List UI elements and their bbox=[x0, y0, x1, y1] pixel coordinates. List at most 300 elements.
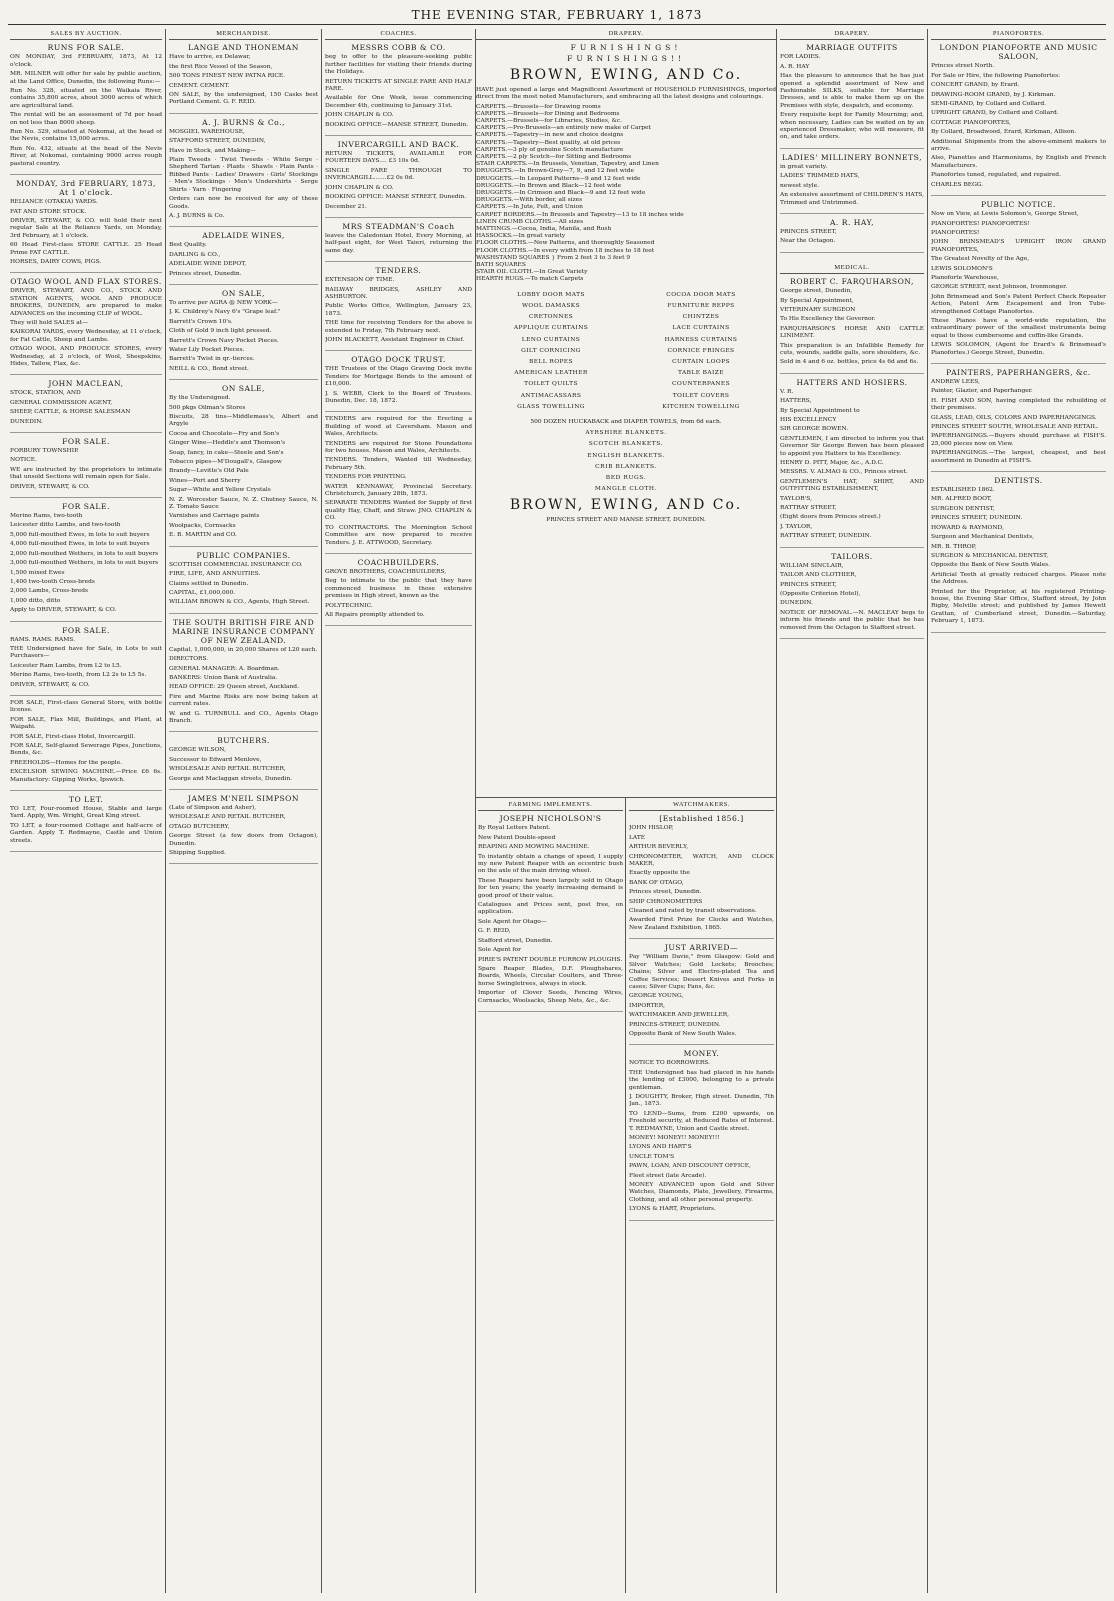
advert-heading: LONDON PIANOFORTE AND MUSIC SALOON, bbox=[939, 43, 1098, 62]
advert-text: FARQUHARSON'S HORSE AND CATTLE LINIMENT. bbox=[780, 325, 924, 340]
advertisement bbox=[169, 43, 318, 113]
advert-text: WILLIAM BROWN & CO., Agents, High Street. bbox=[169, 599, 310, 606]
advert-text: ON SALE, by the undersigned, 150 Casks best Portland Cement. G. F. REID. bbox=[169, 92, 318, 106]
advert-text: G. F. REID, bbox=[478, 928, 511, 935]
advert-text: PRINCES STREET, bbox=[780, 228, 837, 235]
advert-text: Sole Agent for bbox=[478, 947, 521, 954]
advert-text: 3,000 full-mouthed Wethers, in lots to suit buyers bbox=[10, 560, 159, 567]
advert-text: W. and G. TURNBULL and CO., Agents Otago Branch. bbox=[169, 710, 318, 724]
advert-text: LYONS & HART, Proprietors. bbox=[629, 1206, 716, 1213]
advert-text: BOOKING OFFICE: MANSE STREET, Dunedin. bbox=[325, 194, 467, 201]
advert-text: GEORGE YOUNG, bbox=[629, 993, 684, 1000]
advert-heading: JAMES M'NEIL SIMPSON bbox=[187, 794, 300, 803]
advert-text: 2,000 Lambs, Cross-breds bbox=[10, 588, 89, 595]
advert-text: FAT AND STORE STOCK. bbox=[10, 208, 87, 215]
advert-text: PRINCES STREET SOUTH, WHOLESALE AND RETAIL. bbox=[931, 424, 1099, 431]
advert-text: Claims settled in Dunedin. bbox=[169, 580, 249, 587]
advert-text: 5,000 full-mouthed Ewes, in lots to suit buyers bbox=[10, 531, 150, 538]
advert-text: FOR SALE, Self-glazed Sewerage Pipes, Junctions, Bends, &c. bbox=[10, 743, 162, 757]
furnishing-item: LENO CURTAINS bbox=[521, 336, 581, 343]
advert-text: J. TAYLOR, bbox=[780, 523, 813, 530]
advert-text: H. FISH AND SON, having completed the rebuilding of their premises. bbox=[931, 397, 1106, 412]
advert-text: SEMI-GRAND, by Collard and Collard. bbox=[931, 101, 1046, 108]
advert-text: GENERAL MANAGER: A. Boardman. bbox=[169, 665, 280, 672]
advert-text: Water Lily Pocket Pieces. bbox=[169, 346, 245, 353]
advert-text: SHIP CHRONOMETERS bbox=[629, 898, 703, 905]
masthead: THE EVENING STAR, FEBRUARY 1, 1873 bbox=[411, 8, 703, 22]
advertisement bbox=[325, 355, 472, 412]
carpet-list bbox=[476, 104, 776, 284]
carpet-line: MATTINGS.—Cocoa, India, Manila, and Rush bbox=[476, 226, 612, 233]
advert-text: Princes street, Dunedin. bbox=[169, 270, 242, 277]
advert-text: GEORGE STREET, next Johnson, Ironmonger. bbox=[931, 284, 1068, 291]
advert-text: An extensive assortment of CHILDREN'S HATS, Trimmed and Untrimmed. bbox=[780, 192, 924, 206]
carpet-line: CARPETS.—Brussels—for Dining and Bedrooms bbox=[476, 110, 620, 117]
advert-text: THE time for receiving Tenders for the above is extended to Friday, 7th February next. bbox=[325, 320, 472, 334]
advert-text: HEAD OFFICE: 29 Queen street, Auckland. bbox=[169, 684, 299, 691]
advert-text: GENERAL COMMISSION AGENT, bbox=[10, 399, 113, 406]
advert-text: Stafford street, Dunedin. bbox=[478, 937, 553, 944]
advert-text: 1,000 ditto, ditto bbox=[10, 597, 61, 604]
advert-text: MESSRS. V. ALMAO & CO., Princes street. bbox=[780, 469, 908, 476]
carpet-line: HASSOCKS.—In great variety bbox=[476, 233, 566, 240]
advert-heading: PAINTERS, PAPERHANGERS, &c. bbox=[946, 368, 1091, 377]
advert-heading: MARRIAGE OUTFITS bbox=[806, 43, 898, 53]
carpet-line: DRUGGETS.—With border, all sizes bbox=[476, 197, 583, 204]
advert-text: PAWN, LOAN, AND DISCOUNT OFFICE, bbox=[629, 1163, 751, 1170]
advert-text: Importer of Clover Seeds, Fencing Wires, Cornsacks, Woolsacks, Sheep Nets, &c., &c. bbox=[478, 990, 623, 1004]
advert-text: SINGLE FARE THROUGH TO INVERCARGILL.......£2 0s 0d. bbox=[325, 167, 472, 182]
carpet-line: FLOOR CLOTHS.—In every width from 18 inches to 18 feet bbox=[476, 247, 655, 254]
advert-heading: THE SOUTH BRITISH FIRE AND MARINE INSURANCE COMPANY OF NEW ZEALAND. bbox=[172, 617, 315, 645]
advert-text: NOTICE TO BORROWERS. bbox=[629, 1060, 711, 1067]
advert-text: PRINCES STREET, bbox=[780, 581, 837, 588]
advertisement bbox=[169, 551, 318, 614]
advert-text: CAPITAL, £1,000,000. bbox=[169, 589, 236, 596]
section-header: FARMING IMPLEMENTS. bbox=[478, 800, 623, 811]
advert-text: CHARLES BEGG. bbox=[931, 181, 984, 188]
advert-text: WE are instructed by the proprietors to intimate that unsold Sections will remain open for Sale. bbox=[10, 466, 162, 481]
advert-text: Run No. 432, situate at the head of the Nevis River, at Nokomai, containing 9000 acres rough pastoral country. bbox=[10, 145, 162, 167]
advert-heading: TENDERS. bbox=[375, 266, 422, 276]
carpet-line: CARPETS.—Brussels—for Libraries, Studies, &c. bbox=[476, 118, 623, 125]
advert-text: By Collard, Broadwood, Erard, Kirkman, Allison. bbox=[931, 129, 1077, 136]
advert-text: J. S. WEBB, Clerk to the Board of Trustees. Dunedin, Dec. 18, 1872. bbox=[325, 390, 472, 404]
advert-heading: DENTISTS. bbox=[994, 476, 1043, 486]
advert-heading: FOR SALE. bbox=[62, 502, 110, 512]
advert-text: RAILWAY BRIDGES, ASHLEY AND ASHBURTON. bbox=[325, 286, 472, 300]
advert-text: (Eight doors from Princes street.) bbox=[780, 514, 881, 521]
carpet-line: CARPETS.—Brussels—for Drawing rooms bbox=[476, 103, 601, 110]
furnishing-item: ANTIMACASSARS bbox=[520, 392, 582, 399]
advert-text: Soap, fancy, in cake—Steele and Son's bbox=[169, 449, 284, 456]
advert-text: Ginger Wine—Heddle's and Thomson's bbox=[169, 440, 286, 447]
advert-heading: A. R. HAY, bbox=[829, 217, 875, 227]
advert-text: DRIVER, STEWART, & CO. bbox=[10, 483, 90, 490]
advert-text: Have in Stock, and Making— bbox=[169, 147, 256, 154]
advert-text: PRINCES STREET, DUNEDIN. bbox=[931, 515, 1023, 522]
column-rule bbox=[165, 29, 166, 1593]
advert-heading: LANGE AND THONEMAN bbox=[188, 43, 299, 53]
advert-text: Exactly opposite the bbox=[629, 870, 690, 877]
advert-text: Sole Agent for Otago— bbox=[478, 918, 547, 925]
advert-text: MR. MILNER will offer for sale by public auction, at the Land Office, Dunedin, the following Runs:— bbox=[10, 71, 162, 85]
advertisement bbox=[931, 43, 1106, 196]
advert-text: 500 pkgs Oilman's Stores bbox=[169, 404, 246, 411]
advert-text: HENRY D. PITT, Major, &c., A.D.C. bbox=[780, 460, 884, 467]
advert-text: Leicester Ram Lambs, from L2 to L5. bbox=[10, 662, 122, 669]
advert-text: 1,400 two-tooth Cross-breds bbox=[10, 578, 95, 585]
carpet-line: DRUGGETS.—In Leopard Patterns—9 and 12 feet wide bbox=[476, 175, 641, 182]
advert-text: The rental will be an assessment of 7d per head on not less than 8000 sheep. bbox=[10, 112, 162, 126]
advert-text: CONCERT GRAND, by Erard. bbox=[931, 82, 1020, 89]
advert-text: CEMENT. CEMENT. bbox=[169, 82, 230, 89]
advert-text: 1,500 mixed Ewes bbox=[10, 569, 65, 576]
furnishing-item: KITCHEN TOWELLING bbox=[662, 403, 740, 410]
advert-text: Fire and Marine Risks are now being taken at current rates. bbox=[169, 693, 318, 708]
advert-text: The Greatest Novelty of the Age, bbox=[931, 256, 1030, 263]
advertisement bbox=[10, 437, 162, 498]
drapery-advert bbox=[476, 29, 776, 797]
advert-text: TO LEND—Sums, from £200 upwards, on Freehold security, at Reduced Rates of Interest. T. REDMAYNE, Union and Castle street. bbox=[629, 1110, 774, 1132]
advert-text: N. Z. Worcester Sauce, N. Z. Chutney Sauce, N. Z. Tomato Sauce bbox=[169, 496, 318, 511]
advertisement bbox=[780, 277, 924, 374]
advert-text: LEWIS SOLOMON'S bbox=[931, 265, 993, 272]
advert-text: TAYLOR'S, bbox=[780, 495, 813, 502]
advert-text: RETURN TICKETS AT SINGLE FARE AND HALF FARE. bbox=[325, 78, 472, 93]
advert-text: Pay "William Davie," from Glasgow: Gold and Silver Watches; Gold Lockets; Brooches; Chains; Silver and Electro-plated Tea and Coffee Services; Dessert Knives and Forks in cases; Silver Cups; Fans, &c. bbox=[629, 954, 774, 990]
advert-text: Has the pleasure to announce that he has just opened a splendid assortment of New and Fashionable SILKS, suitable for Marriage Dresses, and is able to make them up on the Premises with style, despatch, and economy. bbox=[780, 73, 924, 109]
column-farming bbox=[478, 800, 623, 1593]
advertisement bbox=[780, 378, 924, 548]
firm-name: BROWN, EWING, AND Co. bbox=[509, 67, 743, 84]
carpet-line: CARPETS.—3 ply of genuine Scotch manufacture bbox=[476, 146, 624, 153]
advertisement bbox=[169, 618, 318, 733]
column-drapery-hay bbox=[780, 29, 924, 1593]
advert-text: OTAGO WOOL AND PRODUCE STORES, every Wednesday, at 2 o'clock, of Wool, Sheepskins, Hides, Tallow, Flax, &c. bbox=[10, 346, 162, 367]
furnishing-item: CORNICE FRINGES bbox=[667, 347, 735, 354]
advert-text: Sugar—White and Yellow Crystals bbox=[169, 487, 271, 494]
advert-heading: TO LET. bbox=[68, 795, 104, 805]
advert-text: TAILOR AND CLOTHIER, bbox=[780, 572, 857, 579]
advert-text: FORBURY TOWNSHIP. bbox=[10, 448, 79, 455]
advert-text: NEILL & CO., Bond street. bbox=[169, 365, 249, 372]
advert-heading: OTAGO WOOL AND FLAX STORES. bbox=[10, 277, 162, 287]
furnishing-item: CRETONNES bbox=[528, 314, 574, 321]
carpet-line: STAIR CARPETS.—In Brussels, Venetian, Tapestry, and Linen bbox=[476, 161, 659, 168]
advert-text: KAIKORAI YARDS, every Wednesday, at 11 o'clock, for Fat Cattle, Sheep and Lambs. bbox=[10, 329, 162, 343]
advertisement bbox=[931, 200, 1106, 364]
carpet-line: LINEN CRUMB CLOTHS.—All sizes bbox=[476, 218, 584, 225]
advert-text: DUNEDIN. bbox=[780, 600, 813, 607]
advert-text: BOOKING OFFICE—MANSE STREET, Dunedin. bbox=[325, 121, 469, 128]
advertisement bbox=[629, 814, 774, 939]
advert-text: Cleaned and rated by transit observations. bbox=[629, 908, 757, 915]
advert-text: DRIVER, STEWART, & CO. will hold their next regular Sale at the Reliance Yards, on Monday, 3rd February, at 1 o'clock. bbox=[10, 217, 162, 239]
advert-title: FURNISHINGS! bbox=[570, 43, 682, 53]
advert-text: Public Works Office, Wellington, January 23, 1873. bbox=[325, 303, 472, 317]
advert-heading: FOR SALE. bbox=[62, 625, 110, 635]
advert-text: 60 Head First-class STORE CATTLE. 25 Head Prime FAT CATTLE. bbox=[10, 242, 162, 256]
advert-text: WATER KENNAWAY, Provincial Secretary. Christchurch, January 28th, 1873. bbox=[325, 483, 472, 498]
masthead-rule bbox=[8, 24, 1106, 25]
advert-text: LYONS AND HART'S bbox=[629, 1144, 692, 1151]
advert-heading: PUBLIC COMPANIES. bbox=[196, 550, 291, 560]
advert-text: Biscuits, 28 tins—Middlemass's, Albert and Argyle bbox=[169, 414, 318, 428]
advert-text: IMPORTER, bbox=[629, 1002, 666, 1009]
advert-text: HIS EXCELLENCY bbox=[780, 417, 837, 423]
carpet-line: CARPETS.—2 ply Scotch—for Sitting and Bedrooms bbox=[476, 154, 632, 161]
advert-text: RELIANCE (OTAKIA) YARDS. bbox=[10, 199, 98, 206]
advert-text: Orders can now be received for any of these Goods. bbox=[169, 196, 318, 210]
advert-text: Painter, Glazier, and Paperhanger. bbox=[931, 388, 1033, 395]
furnishing-item: TOILET COVERS bbox=[672, 392, 730, 399]
advertisement bbox=[325, 140, 472, 218]
advert-heading: BUTCHERS. bbox=[217, 736, 270, 746]
furnishing-item: APPLIQUE CURTAINS bbox=[513, 325, 589, 332]
advert-text: By Special Appointment to bbox=[780, 407, 860, 414]
blanket-line: ENGLISH BLANKETS. bbox=[587, 452, 665, 459]
advert-text: These Reapers have been largely sold in Otago for ten years; the yearly increasing demand is good proof of their value. bbox=[478, 877, 623, 899]
advert-text: ADELAIDE WINE DEPOT, bbox=[169, 261, 247, 268]
carpet-line: CARPET BORDERS.—In Brussels and Tapestry—13 to 18 inches wide bbox=[476, 211, 684, 218]
furnishing-item: GILT CORNICING bbox=[521, 347, 581, 354]
advert-text: THE Undersigned have for Sale, in Lots to suit Purchasers— bbox=[10, 645, 162, 660]
advert-text: LATE bbox=[629, 834, 646, 841]
advert-text: Surgeon and Mechanical Dentists, bbox=[931, 534, 1034, 541]
advert-text: NOTICE. bbox=[10, 457, 37, 464]
advert-text: Awarded First Prize for Clocks and Watches, New Zealand Exhibition, 1865. bbox=[629, 917, 774, 931]
advert-text: 4,000 full-mouthed Ewes, in lots to suit buyers bbox=[10, 541, 150, 548]
furnishings-grid bbox=[476, 290, 776, 413]
advert-text: NOTICE OF REMOVAL.—N. MACLEAY begs to inform his friends and the public that he has removed from the Octagon to Stafford street. bbox=[780, 609, 924, 631]
furnishing-item: GLASS TOWELLING bbox=[517, 403, 585, 410]
advert-text: Sold in 4 and 6 oz. bottles, price 4s 6d and 6s. bbox=[780, 359, 919, 366]
blanket-line: CRIB BLANKETS. bbox=[595, 463, 657, 470]
advert-text: Have to arrive, ex Delawar, bbox=[169, 54, 251, 61]
carpet-line: CARPETS.—Tapestry—Best quality, at old prices bbox=[476, 139, 621, 146]
advert-text: 500 TONS FINEST NEW PATNA RICE. bbox=[169, 73, 286, 80]
advert-text: Fleet street (late Arcade). bbox=[629, 1172, 707, 1179]
advert-text: These Pianos have a world-wide reputation, the extraordinary power of the smallest instruments being equal to those cumbersome and coffin-like Grands. bbox=[931, 317, 1106, 339]
advert-text: Artificial Teeth at greatly reduced charges. Please note the Address. bbox=[931, 571, 1106, 586]
advert-text: Woolpacks, Cornsacks bbox=[169, 522, 236, 529]
advert-text: beg to offer to the pleasure-seeking public further facilities for visiting their friends during the Holidays. bbox=[325, 54, 472, 76]
advert-text: This preparation is an Infallible Remedy for cuts, wounds, saddle galls, sore shoulders, &c. bbox=[780, 342, 924, 356]
column-merchandise bbox=[169, 29, 318, 1593]
column-watchmakers bbox=[629, 800, 774, 1593]
advert-text: TO LET, a four-roomed Cottage and half-acre of Garden. Apply T. Redmayne, Castle and Union streets. bbox=[10, 822, 162, 844]
advert-text: JOHN CHAPLIN & CO. bbox=[325, 184, 394, 191]
advert-text: SURGEON & MECHANICAL DENTIST, bbox=[931, 552, 1049, 559]
advert-heading: JOSEPH NICHOLSON'S bbox=[499, 814, 602, 824]
advert-heading: JUST ARRIVED— bbox=[664, 943, 739, 953]
advert-text: RATTRAY STREET, DUNEDIN. bbox=[780, 533, 872, 540]
advertisement bbox=[169, 736, 318, 790]
advert-text: Princes street North. bbox=[931, 63, 995, 70]
section-header: WATCHMAKERS. bbox=[629, 800, 774, 811]
advert-text: GENTLEMEN, I am directed to inform you that Governor Sir George Bowen has been pleased to appoint you Hatters to his Excellency. bbox=[780, 435, 924, 457]
advertisement bbox=[325, 558, 472, 626]
column-auction bbox=[10, 29, 162, 1593]
advert-text: RETURN TICKETS, AVAILABLE FOR FOURTEEN DAYS.... £3 10s 0d. bbox=[325, 151, 472, 165]
advert-text: Best Quality. bbox=[169, 242, 207, 249]
advert-text: JOHN HISLOP, bbox=[629, 825, 674, 832]
column-rule bbox=[321, 29, 322, 1593]
advertisement bbox=[325, 266, 472, 351]
advert-text: CHRONOMETER, WATCH, AND CLOCK MAKER, bbox=[629, 853, 774, 868]
blanket-line: AYRSHIRE BLANKETS. bbox=[585, 430, 667, 437]
advert-text: Opposite the Bank of New South Wales. bbox=[931, 562, 1051, 569]
advert-text: ANDREW LEES, bbox=[931, 379, 981, 385]
advert-text: Tobacco pipes—M'Dougall's, Glasgow bbox=[169, 459, 282, 466]
column-rule bbox=[776, 29, 777, 1593]
advert-text: FOR LADIES. bbox=[780, 54, 821, 61]
section-header: PIANOFORTES. bbox=[931, 29, 1106, 40]
advert-text: By Special Appointment, bbox=[780, 297, 854, 304]
advert-text: Varnishes and Carriage paints bbox=[169, 513, 260, 520]
advert-text: UPRIGHT GRAND, by Collard and Collard. bbox=[931, 110, 1059, 117]
advert-text: MR. ALFRED BOOT, bbox=[931, 496, 992, 503]
advert-text: George street, Dunedin, bbox=[780, 288, 853, 295]
advert-text: PIANOFORTES! PIANOFORTES! bbox=[931, 220, 1030, 227]
advert-text: DIRECTORS. bbox=[169, 656, 209, 663]
advert-text: RATTRAY STREET, bbox=[780, 505, 837, 512]
advert-text: EXTENSION OF TIME. bbox=[325, 277, 395, 284]
advert-heading: TAILORS. bbox=[831, 551, 873, 561]
carpet-line: HEARTH RUGS.—To match Carpets bbox=[476, 276, 584, 283]
advert-text: FOR SALE, Flax Mill, Buildings, and Plant, at Waipahi. bbox=[10, 716, 162, 731]
advert-text: GENTLEMEN'S HAT, SHIRT, AND OUTFITTING ESTABLISHMENT, bbox=[780, 478, 924, 493]
advert-text: FREEHOLDS—Homes for the people. bbox=[10, 759, 123, 766]
advert-text: Princes street, Dunedin. bbox=[629, 889, 702, 896]
advert-text: Beg to intimate to the public that they have commenced business in those extensive premises in High street, known as the bbox=[325, 578, 472, 600]
advert-text: FOR SALE, First-class General Store, with bottle license. bbox=[10, 699, 162, 714]
advert-intro: HAVE just opened a large and Magnificent Assortment of HOUSEHOLD FURNISHINGS, imported direct from the most noted Manufacturers, and embracing all the latest designs and colourings. bbox=[476, 87, 776, 101]
carpet-line: CARPETS.—Pro-Brussels—an entirely new make of Carpet bbox=[476, 125, 651, 132]
advert-heading: ON SALE, bbox=[222, 288, 265, 298]
advertisement bbox=[325, 222, 472, 262]
advertisement bbox=[931, 476, 1106, 633]
advert-text: LEWIS SOLOMON, (Agent for Erard's & Brinsmead's Pianofortes.) George Street, Dunedin. bbox=[931, 342, 1106, 356]
advert-text: To arrive per AGRA @ NEW YORK— bbox=[169, 299, 278, 306]
advert-text: Every requisite kept for Family Mourning; and, when necessary, Ladies can be waited on by an experienced Dressmaker, who will measure, fit on, and take orders. bbox=[780, 112, 924, 141]
advert-text: A. J. BURNS & Co. bbox=[169, 212, 225, 219]
firm-name-footer: BROWN, EWING, AND Co. bbox=[509, 497, 743, 514]
advert-text: New Patent Double-speed bbox=[478, 834, 556, 841]
advert-text: Plain Tweeds · Twist Tweeds · White Serge · Shepherd Tartan · Plaids · Shawls · Plain Pants · Ribbed Pants · Ladies' Drawers · Girls' Stockings · Men's Stockings · Men's Undershirts · Serge Shirts · Yarn · Fingering bbox=[169, 157, 318, 193]
advert-text: PRINCES-STREET, DUNEDIN. bbox=[629, 1021, 721, 1028]
advert-text: SEPARATE TENDERS Wanted for Supply of first quality Hay, Chaff, and Straw. JNO. CHAPLIN & CO. bbox=[325, 500, 472, 522]
advert-text: All Repairs promptly attended to. bbox=[325, 611, 425, 618]
advert-text: DRAWING-ROOM GRAND, by J. Kirkman. bbox=[931, 91, 1056, 98]
advert-text: Spare Reaper Blades, D.F. Ploughshares, Boards, Wheels, Circular Coulters, and Three-horse Swingletrees, always in stock. bbox=[478, 965, 623, 987]
advert-heading: OTAGO DOCK TRUST. bbox=[351, 355, 446, 365]
advert-text: HOWARD & RAYMOND, bbox=[931, 524, 1004, 531]
furnishing-item: COCOA DOOR MATS bbox=[666, 291, 736, 298]
advert-text: Capital, 1,000,000, in 20,000 Shares of L20 each. bbox=[169, 646, 318, 653]
advert-text: REAPING AND MOWING MACHINE. bbox=[478, 844, 590, 851]
advert-text: TO CONTRACTORS. The Mornington School Committee are now prepared to receive Tenders. J. E. ATTWOOD, Secretary. bbox=[325, 524, 472, 546]
advert-text: ESTABLISHED 1862. bbox=[931, 487, 995, 494]
advert-text: Pianoforte Warehouse, bbox=[931, 274, 999, 281]
advert-text: OTAGO BUTCHERY, bbox=[169, 823, 230, 830]
advert-text: Near the Octagon. bbox=[780, 238, 836, 245]
advert-text: Opposite Bank of New South Wales. bbox=[629, 1030, 737, 1037]
furnishing-item: HARNESS CURTAINS bbox=[664, 336, 738, 343]
advert-text: BANKERS: Union Bank of Australia. bbox=[169, 674, 278, 681]
advert-text: TO LET, Four-roomed House, Stable and large Yard. Apply, Wm. Wright, Great King street. bbox=[10, 806, 162, 820]
advert-text: MONEY ADVANCED upon Gold and Silver Watches, Diamonds, Plate, Jewellery, Firearms, Clothing, and all other personal property. bbox=[629, 1182, 774, 1203]
advert-text: JOHN CHAPLIN & CO. bbox=[325, 112, 394, 119]
advert-text: Shipping Supplied. bbox=[169, 850, 226, 857]
advert-text: Catalogues and Prices sent, post free, on application. bbox=[478, 902, 623, 916]
section-header: DRAPERY. bbox=[780, 29, 924, 40]
carpet-line: FLOOR CLOTHS.—New Patterns, and thoroughly Seasoned bbox=[476, 240, 655, 247]
advert-text: J. K. Childrey's Navy 6's "Grape leaf." bbox=[169, 309, 281, 316]
advert-text: To His Excellency the Governor. bbox=[780, 316, 876, 323]
advert-text: TENDERS are required for Stone Foundations for two houses. Mason and Wales, Architects. bbox=[325, 440, 472, 455]
advertisement bbox=[169, 231, 318, 285]
advertisement bbox=[10, 626, 162, 696]
advert-text: Cocoa and Chocolate—Fry and Son's bbox=[169, 430, 280, 437]
advert-text: ON MONDAY, 3rd FEBRUARY, 1873, At 12 o'clock. bbox=[10, 54, 162, 68]
advert-text: E. B. MARTIN and CO. bbox=[169, 532, 237, 539]
advert-text: DUNEDIN. bbox=[10, 418, 43, 425]
advert-text: SURGEON DENTIST, bbox=[931, 505, 995, 512]
advert-text: Run No. 328, situated on the Waikaia River, contains 35,800 acres, about 3000 acres of which are agricultural land. bbox=[10, 88, 162, 109]
advert-subtitle: FURNISHINGS!! bbox=[567, 54, 685, 64]
advert-heading: A. J. BURNS & Co., bbox=[202, 117, 285, 127]
advert-text: DARLING & CO., bbox=[169, 251, 221, 258]
advertisement bbox=[780, 153, 924, 214]
advert-text: WHOLESALE AND RETAIL BUTCHER, bbox=[169, 814, 286, 821]
advert-text: Apply to DRIVER, STEWART, & CO. bbox=[10, 607, 117, 614]
advert-text: Run No. 329, situated at Nokomai, at the head of the Nevis, contains 15,000 acres. bbox=[10, 129, 162, 143]
carpet-line: CARPETS.—Tapestry—in new and choice designs bbox=[476, 132, 624, 139]
advert-heading: LADIES' MILLINERY BONNETS, bbox=[781, 152, 922, 162]
advert-heading: MONDAY, 3rd FEBRUARY, 1873, At 1 o'clock. bbox=[16, 179, 156, 198]
advertisement bbox=[10, 379, 162, 433]
carpet-line: WASHSTAND SQUARES } From 2 feet 3 to 3 feet 9 bbox=[476, 254, 631, 261]
firm-address: PRINCES STREET AND MANSE STREET, DUNEDIN. bbox=[546, 517, 706, 524]
carpet-line: BATH SQUARES bbox=[476, 262, 526, 269]
advert-text: SHEEP, CATTLE, & HORSE SALESMAN bbox=[10, 409, 131, 416]
advertisement bbox=[10, 179, 162, 273]
advert-text: TENDERS. Tenders, Wanted till Wednesday, February 5th. bbox=[325, 457, 472, 471]
advert-text: DRIVER, STEWART, & CO. bbox=[10, 681, 90, 688]
advert-text: LADIES' TRIMMED HATS, bbox=[780, 173, 860, 180]
advert-text: the first Rice Vessel of the Season, bbox=[169, 63, 273, 70]
advert-text: JOHN BLACKETT, Assistant Engineer in Chief. bbox=[325, 336, 465, 343]
furnishing-item: TABLE BAIZE bbox=[678, 370, 724, 377]
carpet-line: STAIR OIL CLOTH.—In Great Variety bbox=[476, 269, 588, 276]
advert-text: V. R. bbox=[780, 388, 794, 395]
advert-text: WILLIAM SINCLAIR, bbox=[780, 562, 844, 569]
furnishing-item: TOILET QUILTS bbox=[524, 381, 578, 388]
column-rule bbox=[625, 797, 626, 1593]
advert-text: UNCLE TOM'S bbox=[629, 1153, 675, 1160]
advert-text: STOCK, STATION, AND bbox=[10, 390, 81, 397]
advertisement bbox=[10, 277, 162, 375]
advert-text: FOR SALE, First-class Hotel, Invercargill. bbox=[10, 733, 136, 740]
section-header: MERCHANDISE. bbox=[169, 29, 318, 40]
furnishing-item: COUNTERPANES bbox=[671, 381, 731, 388]
advert-text: For Sale or Hire, the following Pianofortes: bbox=[931, 72, 1061, 79]
advert-text: TENDERS are required for the Erecting a Building of wood at Caversham. Mason and Wales, Architects. bbox=[325, 416, 472, 438]
advert-text: Pianofortes tuned, regulated, and repaired. bbox=[931, 172, 1061, 179]
advert-text: in great variety. bbox=[780, 163, 828, 170]
